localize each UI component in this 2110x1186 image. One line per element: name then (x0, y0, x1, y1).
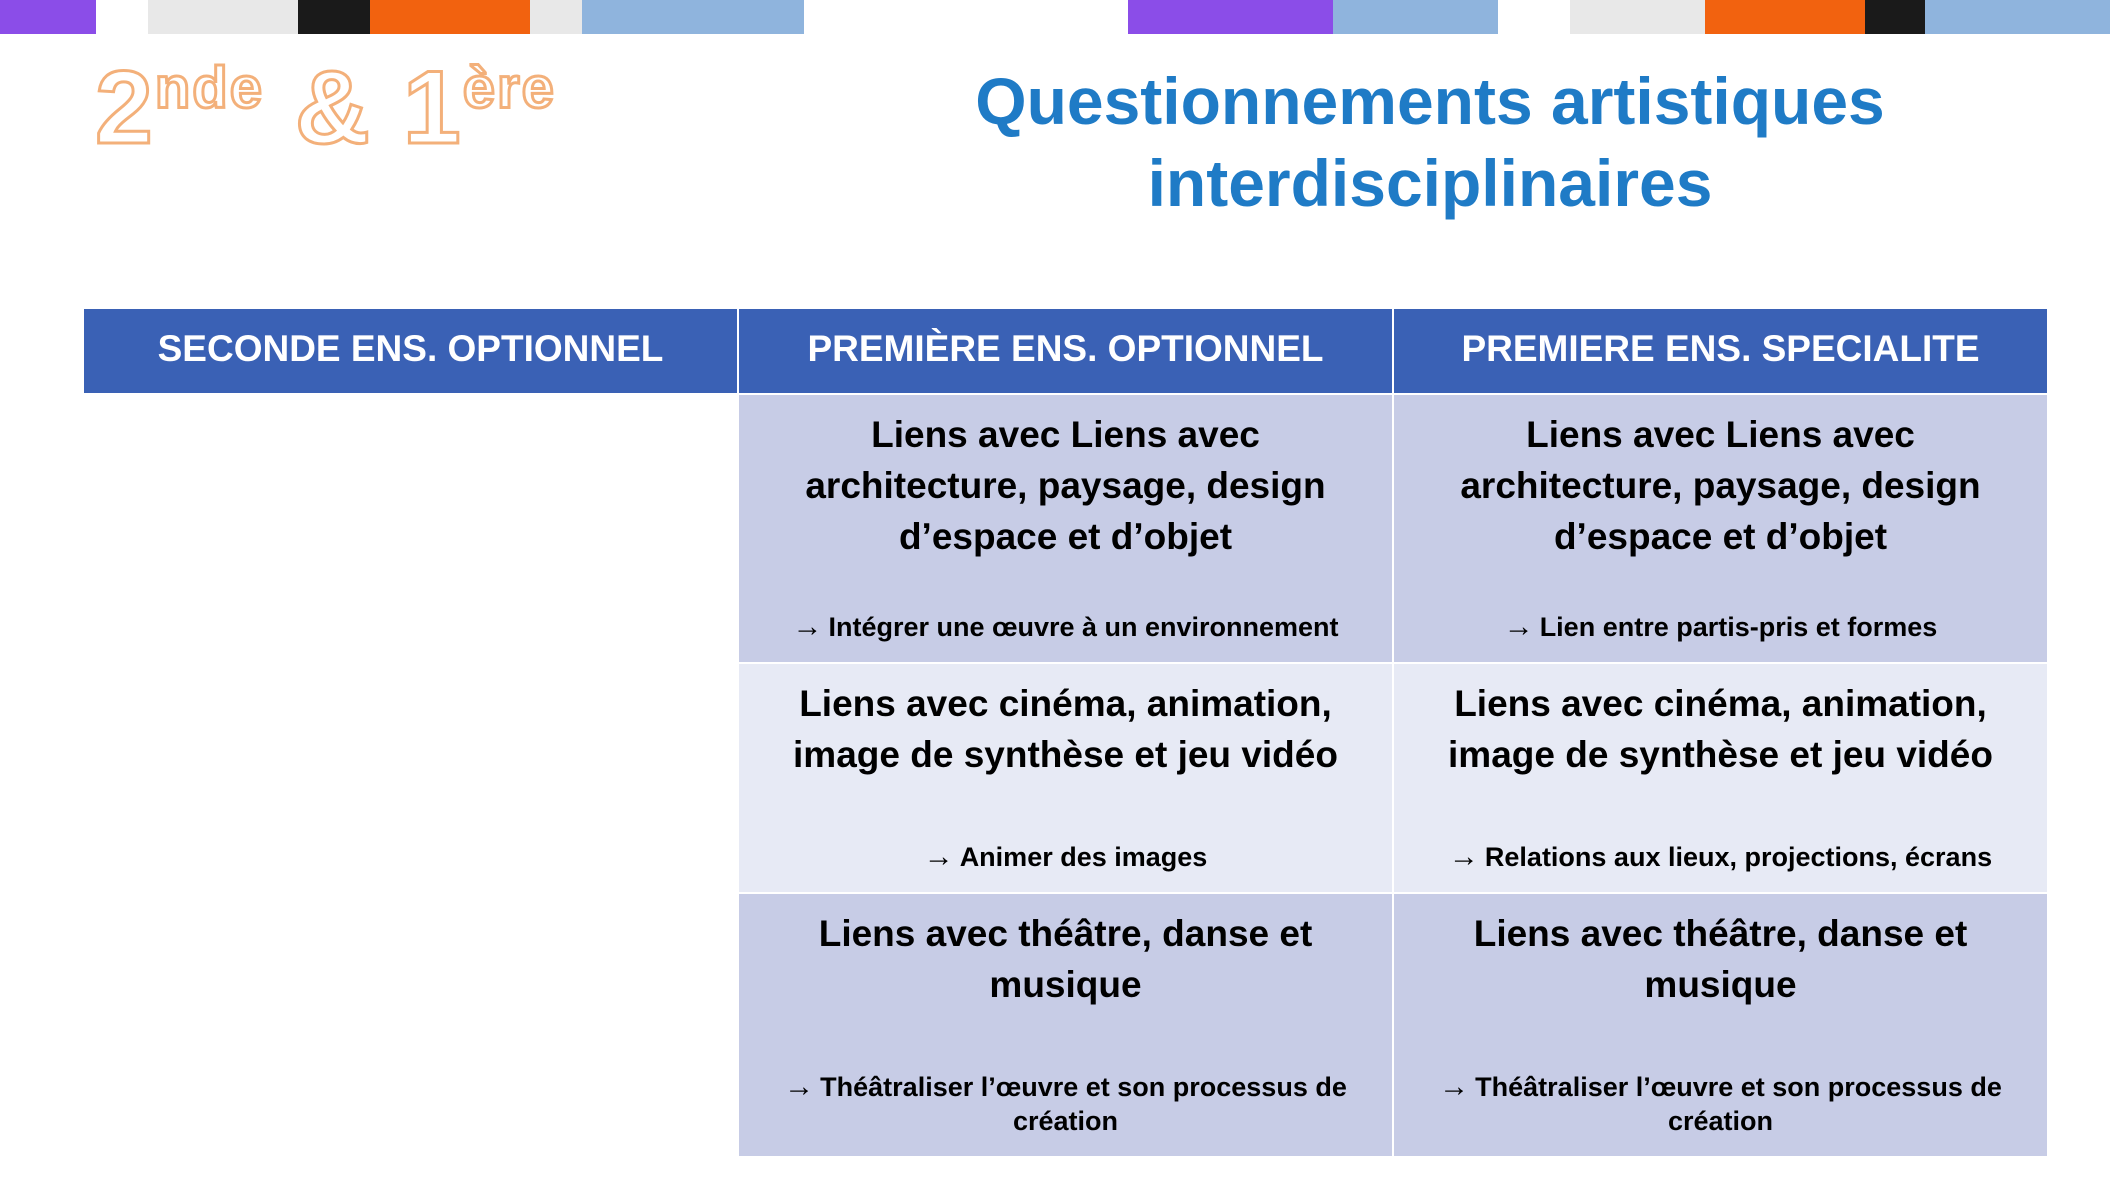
column-header-premiere-optionnel: PREMIÈRE ENS. OPTIONNEL (738, 308, 1393, 394)
cell-seconde-row1 (83, 394, 738, 663)
arrow-icon: → (1503, 610, 1534, 643)
top-bar-segment (1865, 0, 1925, 34)
cell-subtitle-text: Théâtraliser l’œuvre et son processus de création (1475, 1072, 2002, 1136)
top-bar-segment (1333, 0, 1498, 34)
cell-title: Liens avec cinéma, animation, image de synthèse et jeu vidéo (793, 683, 1338, 775)
top-bar-segment (530, 0, 582, 34)
cell-premiere-specialite-row2 (1393, 663, 2048, 893)
cell-title: Liens avec cinéma, animation, image de synthèse et jeu vidéo (1448, 683, 1993, 775)
grade-badge-second: 1 (402, 50, 463, 166)
decorative-top-bar (0, 0, 2110, 34)
cell-premiere-optionnel-row3 (738, 893, 1393, 1157)
interdisciplinary-table (82, 307, 2049, 1158)
cell-premiere-specialite-row3 (1393, 893, 2048, 1157)
arrow-icon: → (1439, 1070, 1470, 1103)
cell-subtitle-text: Lien entre partis-pris et formes (1539, 612, 1938, 642)
column-header-premiere-specialite: PREMIERE ENS. SPECIALITE (1393, 308, 2048, 394)
cell-subtitle-text: Relations aux lieux, projections, écrans (1484, 842, 1993, 872)
cell-title: Liens avec Liens avec architecture, paysage, design d’espace et d’objet (805, 414, 1326, 557)
arrow-icon: → (784, 1070, 815, 1103)
cell-premiere-optionnel-row2 (738, 663, 1393, 893)
arrow-icon: → (923, 840, 954, 873)
cell-title: Liens avec Liens avec architecture, paysage, design d’espace et d’objet (1460, 414, 1981, 557)
cell-title: Liens avec théâtre, danse et musique (818, 913, 1313, 1005)
grade-badge (95, 48, 785, 178)
cell-subtitle (1412, 840, 2029, 874)
cell-title: Liens avec théâtre, danse et musique (1473, 913, 1968, 1005)
table-header-row (83, 308, 2048, 394)
cell-subtitle-text: Théâtraliser l’œuvre et son processus de création (820, 1072, 1347, 1136)
cell-subtitle (1412, 610, 2029, 644)
top-bar-segment (298, 0, 370, 34)
top-bar-segment (1570, 0, 1705, 34)
top-bar-segment (1705, 0, 1865, 34)
page-title: Questionnements artistiques interdisciplinaires (975, 64, 1885, 220)
grade-badge-second-sup: ère (462, 55, 556, 121)
cell-subtitle (757, 840, 1374, 874)
cell-subtitle-text: Animer des images (959, 842, 1208, 872)
grade-badge-first-sup: nde (154, 55, 264, 121)
top-bar-segment (582, 0, 804, 34)
table-row (83, 663, 2048, 893)
grade-badge-first: 2 (95, 50, 155, 166)
cell-premiere-specialite-row1 (1393, 394, 2048, 663)
cell-premiere-optionnel-row1 (738, 394, 1393, 663)
cell-subtitle (1412, 1070, 2029, 1138)
grade-badge-ampersand: & (294, 50, 372, 166)
cell-seconde-row3 (83, 893, 738, 1157)
top-bar-segment (370, 0, 530, 34)
arrow-icon: → (792, 610, 823, 643)
cell-subtitle-text: Intégrer une œuvre à un environnement (828, 612, 1339, 642)
cell-subtitle (757, 1070, 1374, 1138)
top-bar-segment (1128, 0, 1333, 34)
table-row (83, 893, 2048, 1157)
top-bar-segment (0, 0, 96, 34)
column-header-seconde: SECONDE ENS. OPTIONNEL (83, 308, 738, 394)
cell-seconde-row2 (83, 663, 738, 893)
arrow-icon: → (1448, 840, 1479, 873)
top-bar-segment (1925, 0, 2110, 34)
table-row (83, 394, 2048, 663)
cell-subtitle (757, 610, 1374, 644)
top-bar-segment (148, 0, 298, 34)
